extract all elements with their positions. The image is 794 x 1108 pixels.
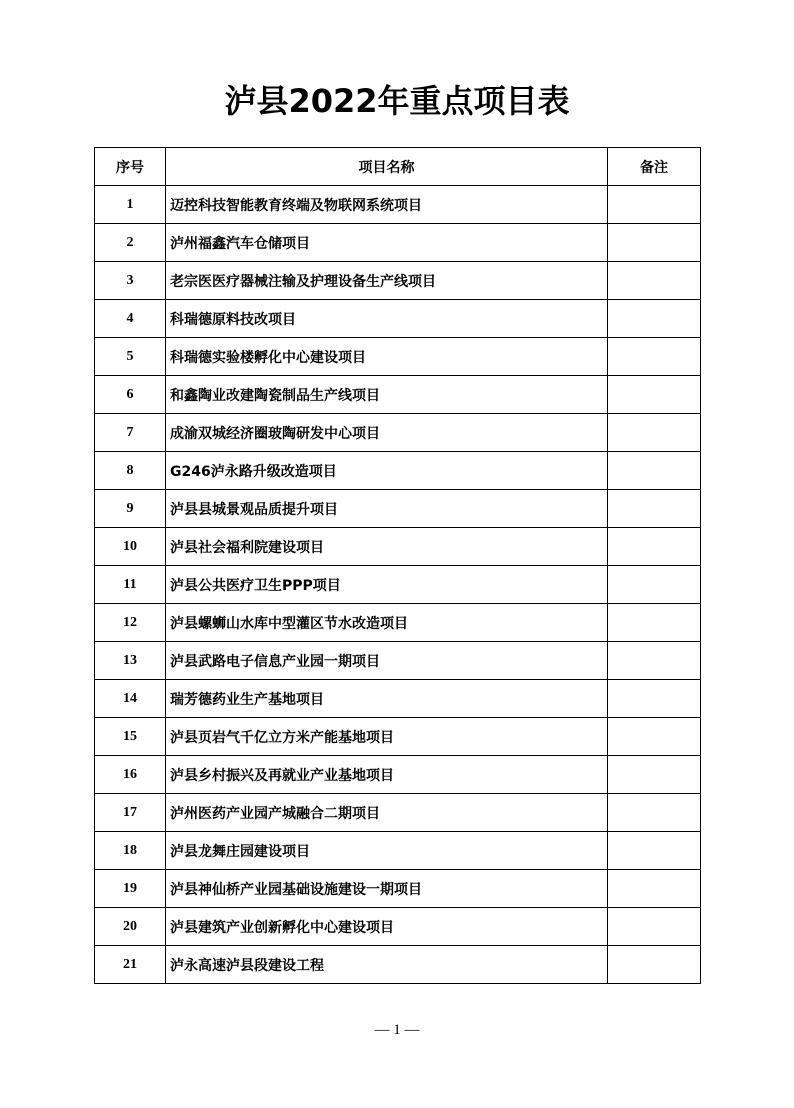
project-note bbox=[608, 642, 701, 680]
project-note bbox=[608, 756, 701, 794]
project-name: 科瑞德实验楼孵化中心建设项目 bbox=[166, 338, 608, 376]
project-note bbox=[608, 528, 701, 566]
project-name: 泸州医药产业园产城融合二期项目 bbox=[166, 794, 608, 832]
table-row bbox=[95, 680, 701, 718]
project-note bbox=[608, 262, 701, 300]
table-row bbox=[95, 528, 701, 566]
project-name: 成渝双城经济圈玻陶研发中心项目 bbox=[166, 414, 608, 452]
row-index: 15 bbox=[95, 718, 166, 756]
table-header-row bbox=[95, 148, 701, 186]
row-index: 9 bbox=[95, 490, 166, 528]
project-note bbox=[608, 186, 701, 224]
project-name: 泸县武路电子信息产业园一期项目 bbox=[166, 642, 608, 680]
table-row bbox=[95, 300, 701, 338]
project-note bbox=[608, 908, 701, 946]
table-row bbox=[95, 642, 701, 680]
table-row bbox=[95, 908, 701, 946]
project-name: 泸县页岩气千亿立方米产能基地项目 bbox=[166, 718, 608, 756]
project-name: 泸州福鑫汽车仓储项目 bbox=[166, 224, 608, 262]
table-row bbox=[95, 338, 701, 376]
project-name: 和鑫陶业改建陶瓷制品生产线项目 bbox=[166, 376, 608, 414]
project-note bbox=[608, 718, 701, 756]
page-title: 泸县2022年重点项目表 bbox=[224, 82, 570, 120]
project-note bbox=[608, 452, 701, 490]
header-index: 序号 bbox=[95, 148, 166, 186]
header-note: 备注 bbox=[608, 148, 701, 186]
table-row bbox=[95, 794, 701, 832]
project-name: 泸县龙舞庄园建设项目 bbox=[166, 832, 608, 870]
row-index: 6 bbox=[95, 376, 166, 414]
project-name: 瑞芳德药业生产基地项目 bbox=[166, 680, 608, 718]
table-row bbox=[95, 756, 701, 794]
row-index: 7 bbox=[95, 414, 166, 452]
row-index: 1 bbox=[95, 186, 166, 224]
project-name: 泸县建筑产业创新孵化中心建设项目 bbox=[166, 908, 608, 946]
table-row bbox=[95, 832, 701, 870]
row-index: 10 bbox=[95, 528, 166, 566]
project-name: G246泸永路升级改造项目 bbox=[166, 452, 608, 490]
table-row bbox=[95, 452, 701, 490]
project-note bbox=[608, 870, 701, 908]
table-row bbox=[95, 604, 701, 642]
project-name: 泸县神仙桥产业园基础设施建设一期项目 bbox=[166, 870, 608, 908]
row-index: 20 bbox=[95, 908, 166, 946]
table-row bbox=[95, 376, 701, 414]
table-row bbox=[95, 414, 701, 452]
project-note bbox=[608, 946, 701, 984]
projects-table bbox=[94, 147, 701, 984]
table-row bbox=[95, 186, 701, 224]
row-index: 8 bbox=[95, 452, 166, 490]
row-index: 11 bbox=[95, 566, 166, 604]
project-name: 泸县乡村振兴及再就业产业基地项目 bbox=[166, 756, 608, 794]
project-note bbox=[608, 566, 701, 604]
table-row bbox=[95, 718, 701, 756]
project-name: 泸永高速泸县段建设工程 bbox=[166, 946, 608, 984]
project-note bbox=[608, 300, 701, 338]
table-row bbox=[95, 946, 701, 984]
row-index: 3 bbox=[95, 262, 166, 300]
row-index: 16 bbox=[95, 756, 166, 794]
row-index: 21 bbox=[95, 946, 166, 984]
project-name: 科瑞德原料技改项目 bbox=[166, 300, 608, 338]
project-note bbox=[608, 338, 701, 376]
row-index: 4 bbox=[95, 300, 166, 338]
project-note bbox=[608, 414, 701, 452]
project-note bbox=[608, 680, 701, 718]
project-note bbox=[608, 794, 701, 832]
row-index: 12 bbox=[95, 604, 166, 642]
table-body bbox=[95, 186, 701, 984]
table-row bbox=[95, 870, 701, 908]
project-name: 泸县县城景观品质提升项目 bbox=[166, 490, 608, 528]
project-name: 泸县公共医疗卫生PPP项目 bbox=[166, 566, 608, 604]
table-row bbox=[95, 262, 701, 300]
table-row bbox=[95, 566, 701, 604]
project-note bbox=[608, 832, 701, 870]
header-project-name: 项目名称 bbox=[166, 148, 608, 186]
table-row bbox=[95, 224, 701, 262]
project-name: 老宗医医疗器械注输及护理设备生产线项目 bbox=[166, 262, 608, 300]
table-row bbox=[95, 490, 701, 528]
project-note bbox=[608, 604, 701, 642]
row-index: 14 bbox=[95, 680, 166, 718]
row-index: 13 bbox=[95, 642, 166, 680]
project-note bbox=[608, 224, 701, 262]
row-index: 5 bbox=[95, 338, 166, 376]
row-index: 19 bbox=[95, 870, 166, 908]
project-name: 迈控科技智能教育终端及物联网系统项目 bbox=[166, 186, 608, 224]
page-number: — 1 — bbox=[374, 1022, 420, 1038]
row-index: 18 bbox=[95, 832, 166, 870]
row-index: 17 bbox=[95, 794, 166, 832]
project-note bbox=[608, 376, 701, 414]
row-index: 2 bbox=[95, 224, 166, 262]
project-name: 泸县社会福利院建设项目 bbox=[166, 528, 608, 566]
project-note bbox=[608, 490, 701, 528]
project-name: 泸县螺蛳山水库中型灌区节水改造项目 bbox=[166, 604, 608, 642]
